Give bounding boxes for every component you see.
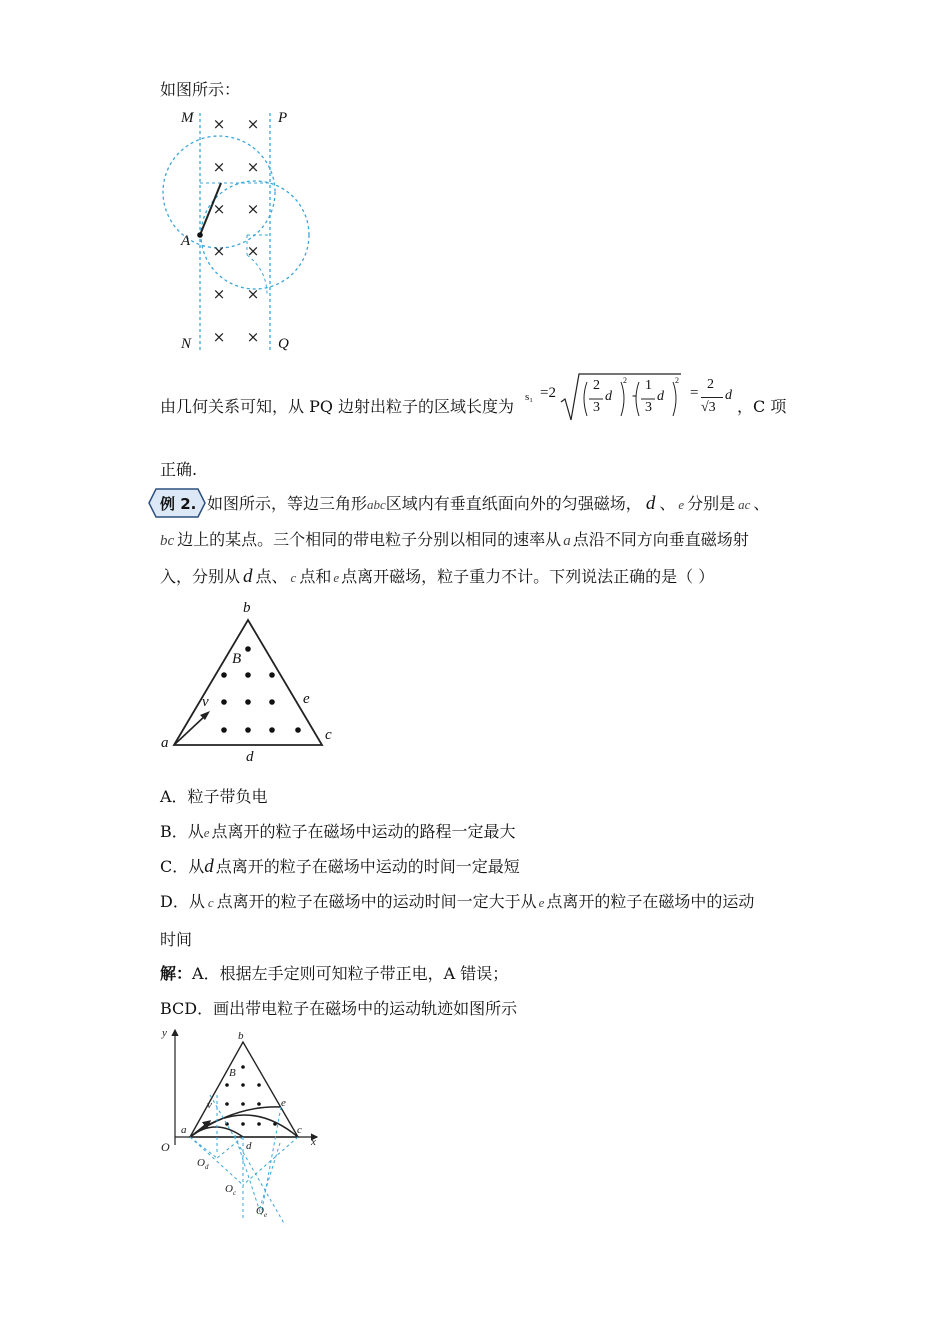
sqrt-sign xyxy=(559,372,683,424)
circle-upper xyxy=(163,136,275,248)
figure-triangle xyxy=(160,598,340,768)
label-b: b xyxy=(243,600,251,616)
label-d: d xyxy=(246,749,254,765)
label-a-small: a xyxy=(181,1124,187,1136)
label-m: M xyxy=(181,110,194,126)
label-p: P xyxy=(278,110,288,126)
solution-text: 由几何关系可知，从 PQ 边射出粒子的区域长度为 xyxy=(160,397,515,416)
svg-text:×: × xyxy=(246,115,260,133)
label-od: $O_d$ xyxy=(197,1157,209,1172)
svg-text:×: × xyxy=(212,328,226,346)
label-y-axis: y xyxy=(162,1027,167,1039)
svg-text:×: × xyxy=(212,158,226,176)
label-q: Q xyxy=(278,336,289,352)
svg-text:×: × xyxy=(212,115,226,133)
solution-text-after: ，C 项 xyxy=(737,397,787,416)
label-c-small: c xyxy=(297,1124,302,1136)
option-c: C．从d 点离开的粒子在磁场中运动的时间一定最短 xyxy=(160,856,520,877)
svg-text:×: × xyxy=(246,285,260,303)
option-b: B．从e 点离开的粒子在磁场中运动的路程一定最大 xyxy=(160,822,516,841)
svg-text:×: × xyxy=(212,242,226,260)
intro-text: 如图所示： xyxy=(160,80,241,99)
answer-line2: BCD．画出带电粒子在磁场中的运动轨迹如图所示 xyxy=(160,999,518,1018)
example-line3: 入，分别从 d 点、 c 点和 e 点离开磁场，粒子重力不计。下列说法正确的是（ ） xyxy=(160,566,715,587)
option-d-line2: 时间 xyxy=(160,930,193,949)
label-v: v xyxy=(202,694,209,710)
point-a xyxy=(197,232,203,238)
example-line2: bc 边上的某点。三个相同的带电粒子分别以相同的速率从 a 点沿不同方向垂直磁场射 xyxy=(160,530,749,549)
svg-text:×: × xyxy=(212,285,226,303)
length-formula: s₁ =2 2 3 d 2 - 1 3 d 2 = 2 √3 d xyxy=(523,372,763,428)
svg-text:×: × xyxy=(212,200,226,218)
label-n: N xyxy=(181,336,192,352)
svg-text:×: × xyxy=(246,242,260,260)
svg-text:×: × xyxy=(246,328,260,346)
label-oe: $O_e$ xyxy=(256,1205,268,1220)
label-v-small: v xyxy=(207,1099,212,1111)
label-b-small: b xyxy=(238,1030,244,1042)
label-e-small: e xyxy=(281,1097,286,1109)
answer-line1: 解：A．根据左手定则可知粒子带正电，A 错误； xyxy=(160,964,509,983)
label-c: c xyxy=(325,727,332,743)
label-field-b: B xyxy=(232,651,242,667)
triangle-abc xyxy=(174,620,322,745)
label-a: a xyxy=(161,735,169,751)
label-a: A xyxy=(181,233,191,249)
svg-text:×: × xyxy=(246,158,260,176)
option-a: A．粒子带负电 xyxy=(160,787,268,806)
label-d-small: d xyxy=(246,1140,252,1152)
solution-line2: 正确. xyxy=(160,460,198,479)
example-line1: 如图所示，等边三角形abc区域内有垂直纸面向外的匀强磁场， d 、 e 分别是 ac 、 xyxy=(207,493,770,514)
option-d: D．从 c 点离开的粒子在磁场中的运动时间一定大于从 e 点离开的粒子在磁场中的运动 xyxy=(160,892,755,911)
label-origin: O xyxy=(161,1140,170,1154)
example-tag: 例 2. xyxy=(148,488,206,518)
label-oc: $O_c$ xyxy=(225,1183,237,1198)
svg-text:×: × xyxy=(246,200,260,218)
label-field-b-small: B xyxy=(229,1067,236,1079)
label-e: e xyxy=(303,691,310,707)
label-x-axis: x xyxy=(311,1136,316,1148)
